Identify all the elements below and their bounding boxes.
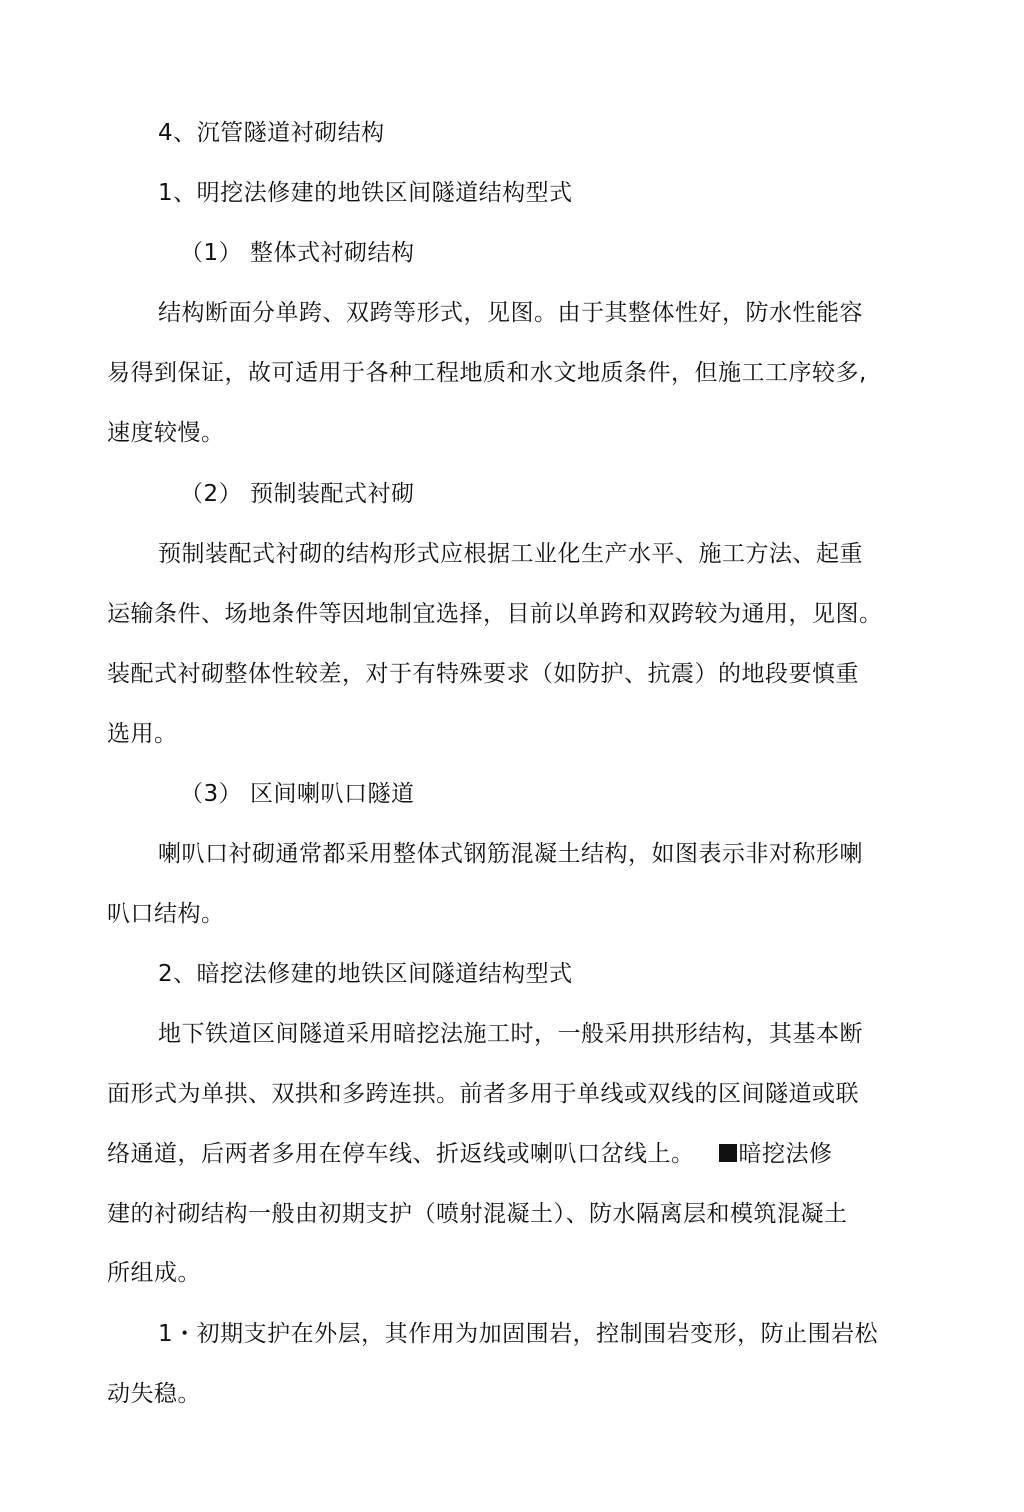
subheading-bellmouth xyxy=(180,779,415,809)
subheading-number: （2） xyxy=(180,481,243,507)
subheading-title: 整体式衬砌结构 xyxy=(250,240,415,266)
subheading-title: 区间喇叭口隧道 xyxy=(250,781,415,807)
subheading-prefabricated xyxy=(180,479,415,509)
paragraph-line: 预制装配式衬砌的结构形式应根据工业化生产水平、施工方法、起重 xyxy=(158,541,863,567)
heading-mining-method: 2、暗挖法修建的地铁区间隧道结构型式 xyxy=(158,961,573,987)
heading-open-cut: 1、明挖法修建的地铁区间隧道结构型式 xyxy=(158,180,573,206)
heading-immersed-tube: 4、沉管隧道衬砌结构 xyxy=(158,120,385,146)
paragraph-line: 建的衬砌结构一般由初期支护（喷射混凝土）、防水隔离层和模筑混凝土 xyxy=(107,1201,848,1227)
paragraph-line: 地下铁道区间隧道采用暗挖法施工时，一般采用拱形结构，其基本断 xyxy=(158,1021,863,1047)
subheading-monolithic xyxy=(180,238,415,268)
paragraph-line: 运输条件、场地条件等因地制宜选择，目前以单跨和双跨较为通用，见图。 xyxy=(107,601,883,627)
paragraph-line: 叭口结构。 xyxy=(107,901,225,927)
subheading-title: 预制装配式衬砌 xyxy=(250,481,415,507)
paragraph-line: 装配式衬砌整体性较差，对于有特殊要求（如防护、抗震）的地段要慎重 xyxy=(107,661,859,687)
paragraph-line: 喇叭口衬砌通常都采用整体式钢筋混凝土结构，如图表示非对称形喇 xyxy=(158,841,863,867)
paragraph-line: 速度较慢。 xyxy=(107,420,225,446)
paragraph-line: 易得到保证，故可适用于各种工程地质和水文地质条件，但施工工序较多, xyxy=(107,360,867,386)
paragraph-line: 面形式为单拱、双拱和多跨连拱。前者多用于单线或双线的区间隧道或联 xyxy=(107,1081,859,1107)
paragraph-line: 动失稳。 xyxy=(107,1381,201,1407)
subheading-number: （3） xyxy=(180,781,243,807)
paragraph-line: 所组成。 xyxy=(107,1260,201,1286)
paragraph-line: 选用。 xyxy=(107,721,178,747)
paragraph-line xyxy=(107,1139,833,1169)
square-marker-icon xyxy=(719,1144,737,1162)
paragraph-text: 暗挖法修 xyxy=(738,1141,833,1167)
subheading-number: （1） xyxy=(180,240,243,266)
paragraph-line: 结构断面分单跨、双跨等形式，见图。由于其整体性好，防水性能容 xyxy=(158,300,863,326)
paragraph-text: 络通道，后两者多用在停车线、折返线或喇叭口岔线上。 xyxy=(107,1141,695,1167)
paragraph-line: 1・初期支护在外层，其作用为加固围岩，控制围岩变形，防止围岩松 xyxy=(158,1321,879,1347)
